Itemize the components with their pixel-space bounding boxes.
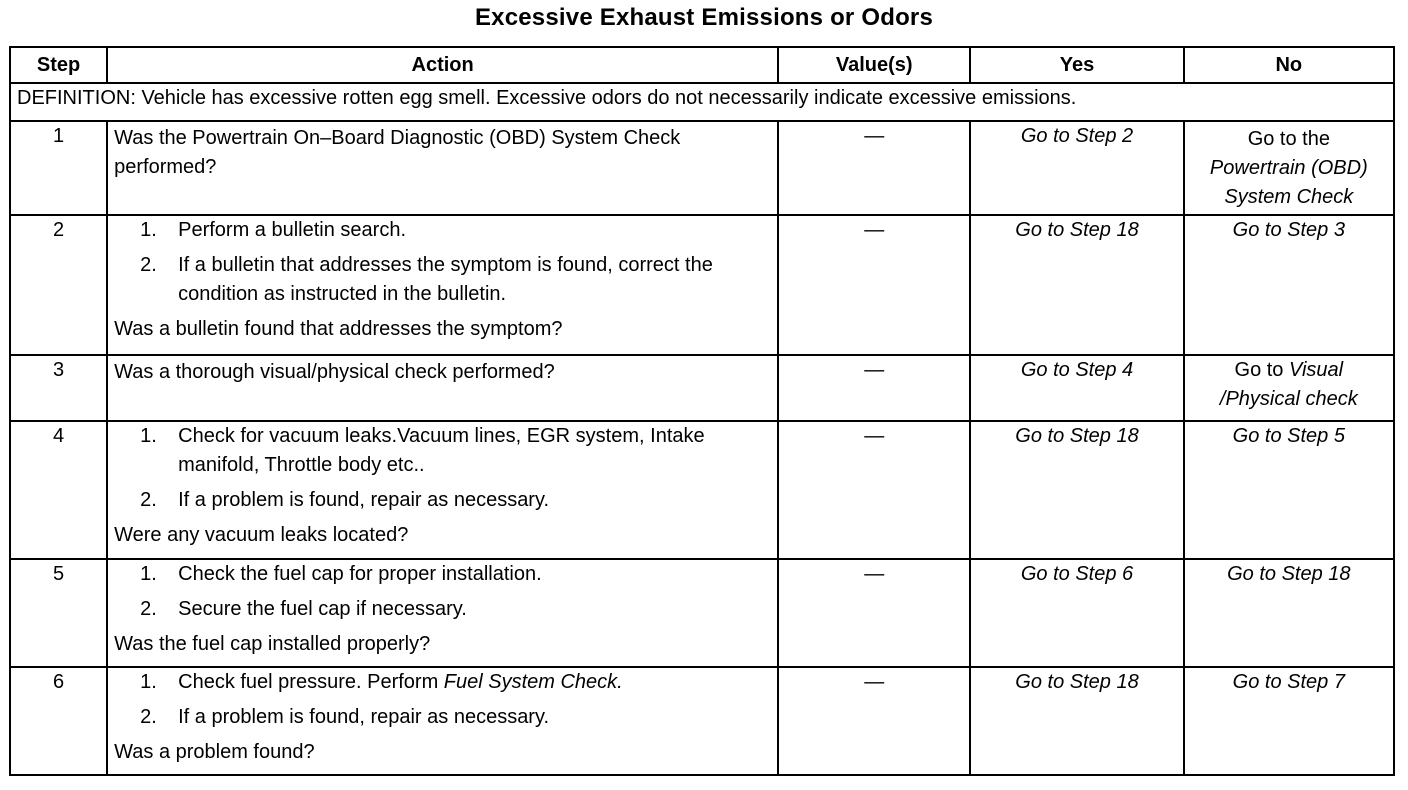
yes-cell: Go to Step 18 [970,215,1183,355]
table-row [10,121,1394,215]
action-substep [114,668,771,697]
step-number: 4 [10,421,107,559]
action-question: Was a thorough visual/physical check performed? [114,361,555,383]
substep-text: Check the fuel cap for proper installation. [178,563,542,585]
yes-cell: Go to Step 4 [970,355,1183,421]
action-cell [107,215,778,355]
substep-text: Secure the fuel cap if necessary. [178,598,467,620]
action-cell [107,667,778,775]
diagnostic-table [9,46,1395,776]
substep-number: 1. [140,563,157,585]
no-line-2: /Physical check [1219,388,1358,410]
action-substep [114,486,771,515]
yes-cell: Go to Step 2 [970,121,1183,215]
substep-number: 2. [140,489,157,511]
table-row [10,215,1394,355]
value-cell: — [778,667,970,775]
table-row [10,421,1394,559]
action-question: Was a problem found? [114,741,315,763]
header-values: Value(s) [778,47,970,83]
yes-cell: Go to Step 18 [970,421,1183,559]
substep-number: 2. [140,254,157,276]
substep-plain-text: Check fuel pressure. Perform [178,671,444,693]
action-substep [114,703,771,732]
table-row [10,355,1394,421]
definition-row [10,83,1394,121]
no-cell: Go to Step 3 [1184,215,1394,355]
action-cell [107,559,778,667]
no-plain-text: Go to [1234,359,1289,381]
substep-text: If a bulletin that addresses the symptom is found, correct the condition as instructed in the bulletin. [178,254,713,305]
substep-text: If a problem is found, repair as necessary. [178,489,550,511]
action-cell [107,121,778,215]
action-substep [114,422,771,480]
no-italic-text: Visual [1289,359,1344,381]
value-cell: — [778,559,970,667]
substep-number: 1. [140,425,157,447]
no-cell [1184,121,1394,215]
step-number: 3 [10,355,107,421]
action-question: Was the Powertrain On–Board Diagnostic (OBD) System Check performed? [114,127,681,178]
value-cell: — [778,121,970,215]
header-row [10,47,1394,83]
action-question: Was the fuel cap installed properly? [114,633,431,655]
action-question: Was a bulletin found that addresses the symptom? [114,318,563,340]
header-action: Action [107,47,778,83]
yes-cell: Go to Step 18 [970,667,1183,775]
definition-text: DEFINITION: Vehicle has excessive rotten egg smell. Excessive odors do not necessarily indicate excessive emissions. [10,83,1394,121]
substep-text [178,668,771,697]
action-substep [114,216,771,245]
no-line-3: System Check [1224,185,1354,208]
action-substep [114,560,771,589]
no-cell: Go to Step 7 [1184,667,1394,775]
fuel-system-check-ref: Fuel System Check. [443,671,623,693]
action-cell [107,421,778,559]
header-no: No [1184,47,1394,83]
page-title: Excessive Exhaust Emissions or Odors [474,4,934,31]
step-number: 5 [10,559,107,667]
table-row [10,667,1394,775]
no-cell: Go to Step 18 [1184,559,1394,667]
value-cell: — [778,421,970,559]
no-line-2: Powertrain (OBD) [1209,156,1368,179]
step-number: 2 [10,215,107,355]
step-number: 1 [10,121,107,215]
substep-number: 1. [140,219,157,241]
substep-number: 1. [140,671,157,693]
header-yes: Yes [970,47,1183,83]
value-cell: — [778,215,970,355]
no-cell: Go to Step 5 [1184,421,1394,559]
action-question: Were any vacuum leaks located? [114,524,409,546]
substep-number: 2. [140,598,157,620]
header-step: Step [10,47,107,83]
substep-text: If a problem is found, repair as necessary. [178,706,550,728]
table-row [10,559,1394,667]
no-cell [1184,355,1394,421]
action-substep [114,595,771,624]
substep-number: 2. [140,706,157,728]
no-line-1: Go to the [1247,127,1330,150]
value-cell: — [778,355,970,421]
action-cell [107,355,778,421]
substep-text: Check for vacuum leaks.Vacuum lines, EGR system, Intake manifold, Throttle body etc.. [178,425,705,476]
step-number: 6 [10,667,107,775]
substep-text: Perform a bulletin search. [178,219,407,241]
no-line-1 [1191,356,1387,385]
action-substep [114,251,771,309]
yes-cell: Go to Step 6 [970,559,1183,667]
